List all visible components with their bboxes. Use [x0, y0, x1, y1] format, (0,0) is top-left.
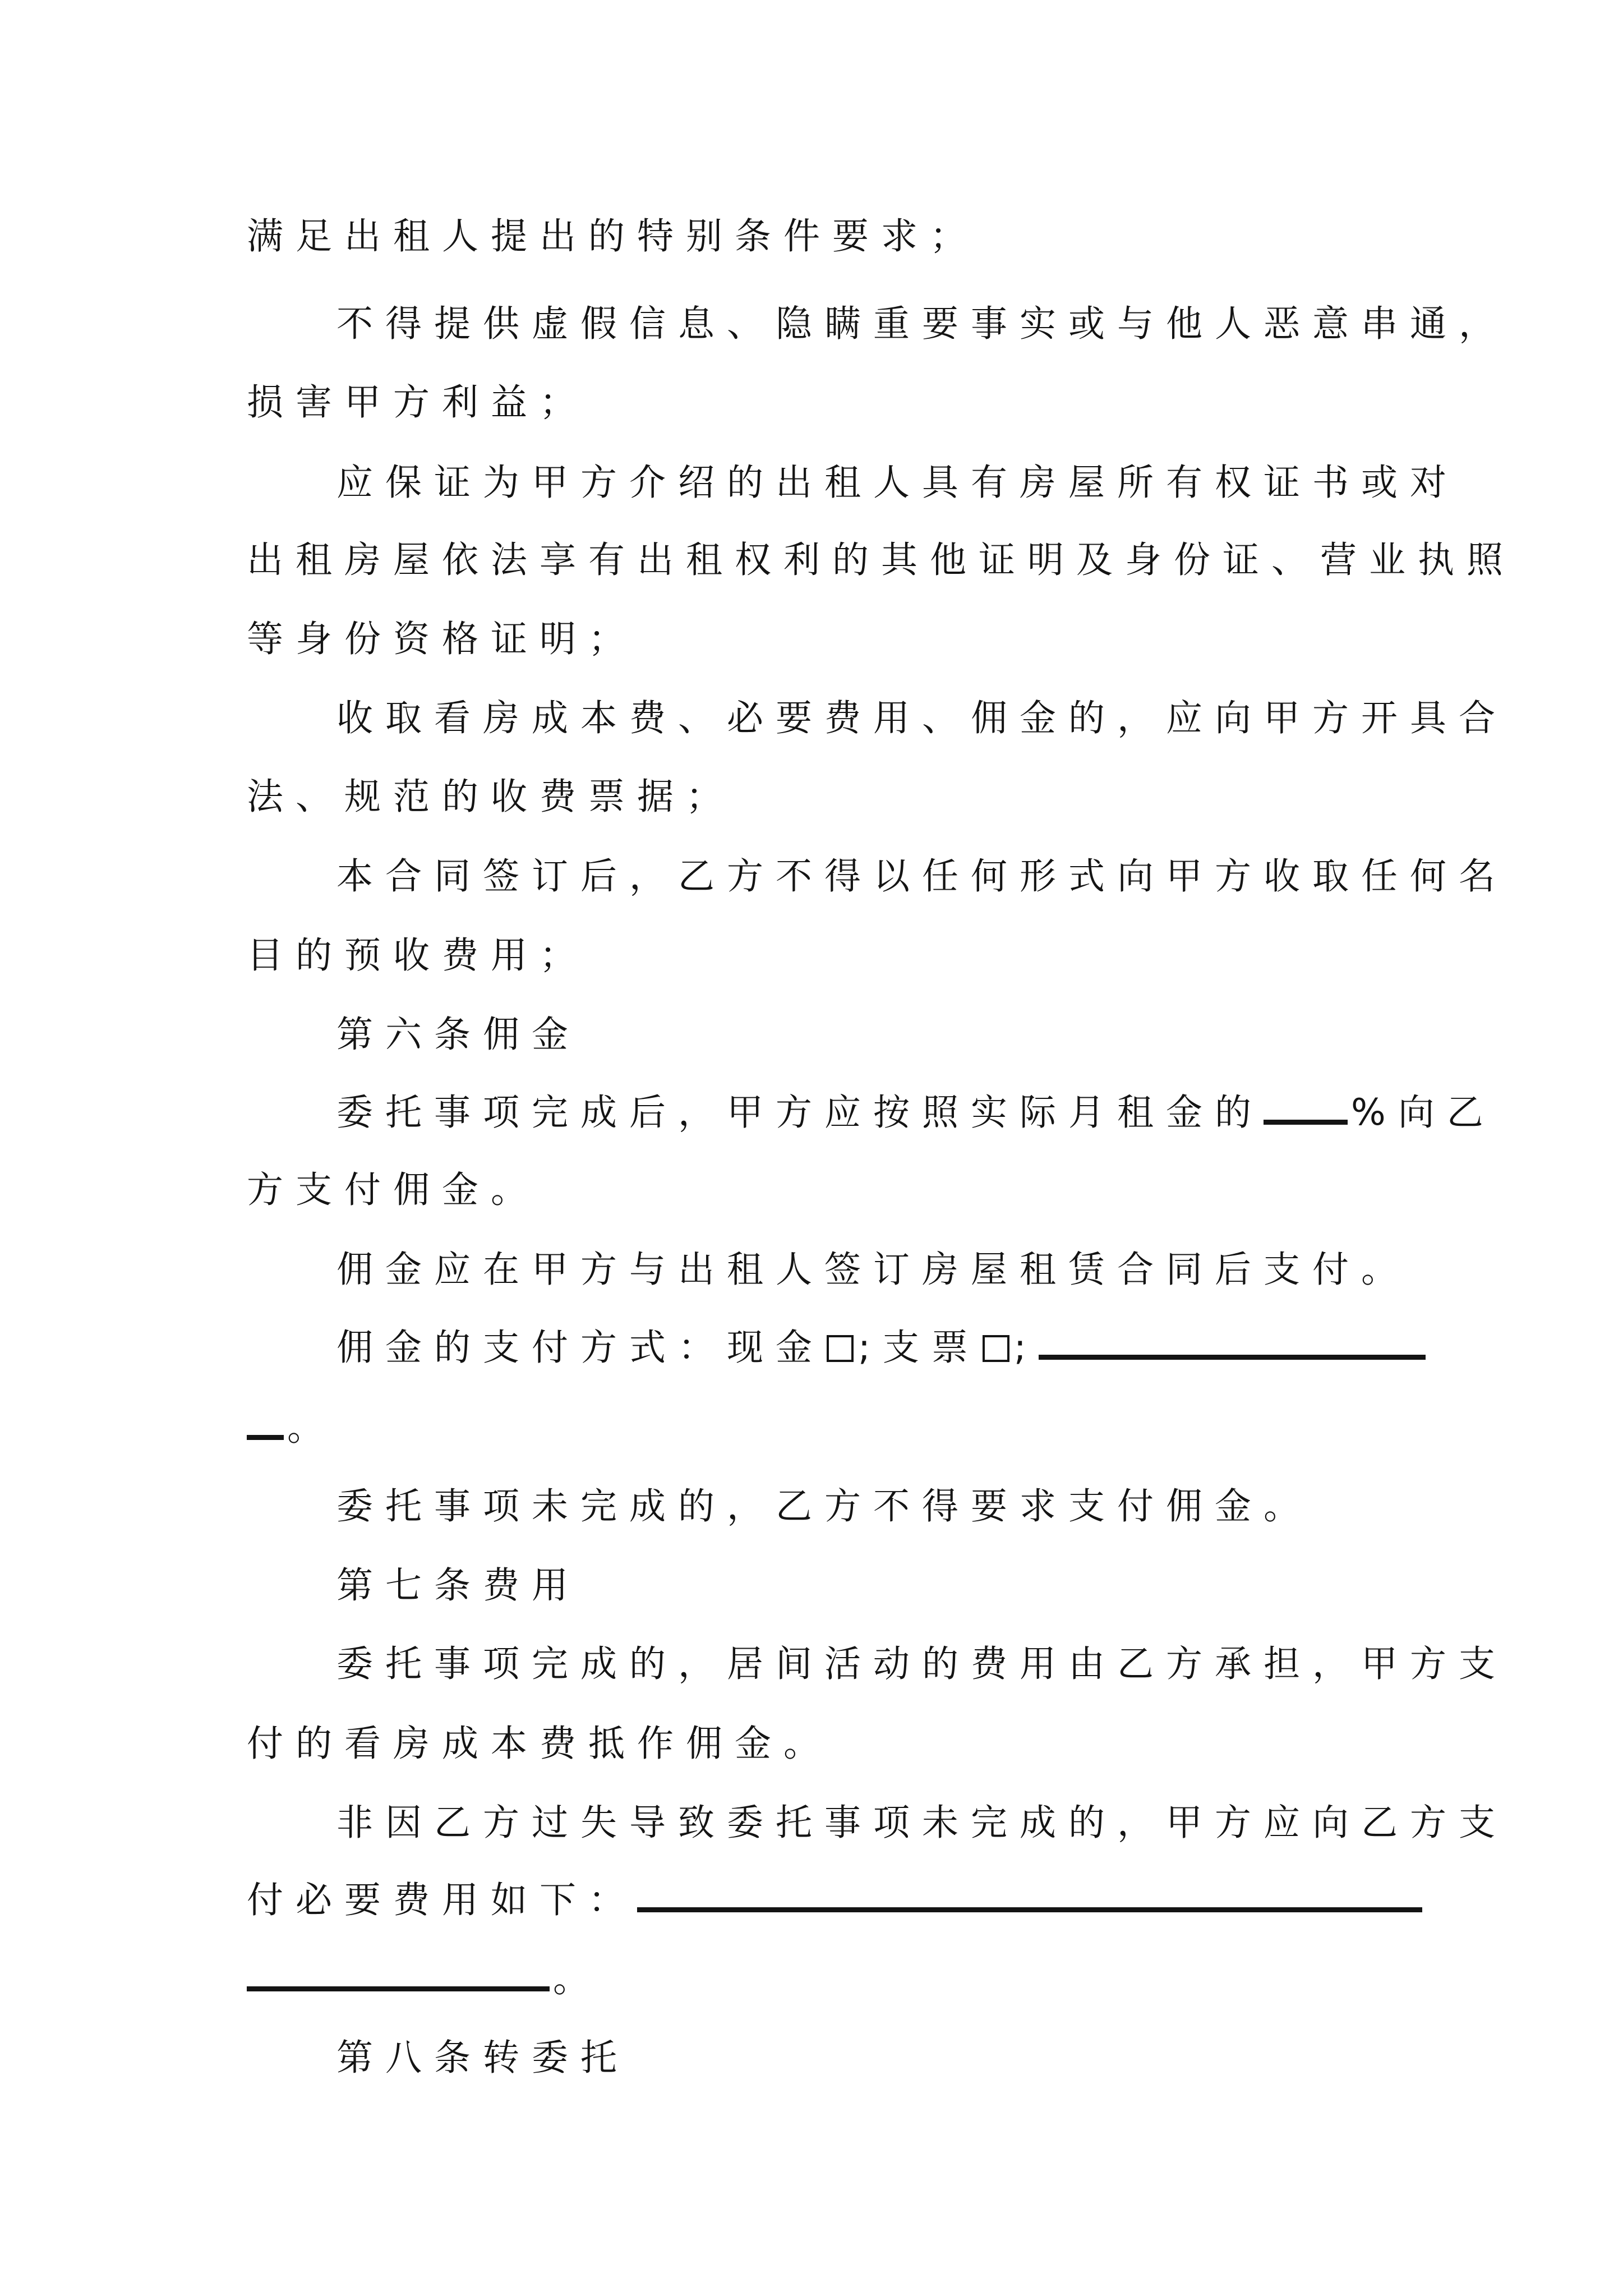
text-span: 委托事项完成后，甲方应按照实际月租金的 — [336, 1092, 1264, 1134]
text-line: 佣金应在甲方与出租人签订房屋租赁合同后支付。 — [336, 1249, 1410, 1291]
text-line: 目的预收费用； — [247, 935, 589, 977]
section-heading: 第七条费用 — [336, 1565, 581, 1607]
payment-method-line-cont — [0, 1389, 1623, 1467]
other-method-blank[interactable] — [1039, 1321, 1426, 1360]
text-line: 付的看房成本费抵作佣金。 — [247, 1723, 833, 1765]
cheque-checkbox[interactable] — [983, 1335, 1009, 1362]
text-line: 应保证为甲方介绍的出租人具有房屋所有权证书或对 — [336, 462, 1459, 504]
text-line: 非因乙方过失导致委托事项未完成的，甲方应向乙方支 — [336, 1802, 1508, 1844]
necessary-fees-blank-cont[interactable] — [247, 1953, 550, 1991]
text-span: 佣金的支付方式：现金 — [336, 1327, 825, 1369]
necessary-fees-blank[interactable] — [637, 1874, 1422, 1912]
commission-rate-line — [0, 1074, 1623, 1152]
section-heading: 第六条佣金 — [336, 1014, 581, 1056]
text-line: 损害甲方利益； — [247, 381, 589, 424]
text-span: 。 — [287, 1407, 336, 1449]
text-line: 法、规范的收费票据； — [247, 776, 735, 818]
text-span: 。 — [553, 1958, 602, 2000]
text-span: ; — [1013, 1327, 1039, 1369]
necessary-fees-line — [0, 1862, 1623, 1939]
text-span: 付必要费用如下： — [247, 1879, 638, 1921]
text-span: ;支票 — [858, 1327, 980, 1369]
cash-checkbox[interactable] — [827, 1335, 854, 1362]
section-heading: 第八条转委托 — [336, 2037, 630, 2079]
other-method-blank-cont[interactable] — [247, 1401, 284, 1440]
text-line: 委托事项完成的，居间活动的费用由乙方承担，甲方支 — [336, 1643, 1508, 1685]
commission-rate-blank[interactable] — [1264, 1086, 1348, 1125]
text-line: 委托事项未完成的，乙方不得要求支付佣金。 — [336, 1485, 1313, 1527]
text-line: 出租房屋依法享有出租权利的其他证明及身份证、营业执照 — [247, 539, 1516, 581]
text-line: 满足出租人提出的特别条件要求； — [247, 215, 979, 257]
necessary-fees-line-cont — [0, 1941, 1623, 2018]
text-line: 等身份资格证明； — [247, 618, 638, 660]
text-line: 不得提供虚假信息、隐瞒重要事实或与他人恶意串通， — [336, 303, 1508, 345]
text-line: 本合同签订后，乙方不得以任何形式向甲方收取任何名 — [336, 855, 1508, 898]
text-line: 方支付佣金。 — [247, 1169, 540, 1211]
payment-method-line — [0, 1309, 1623, 1387]
text-span: %向乙 — [1351, 1092, 1496, 1134]
text-line: 收取看房成本费、必要费用、佣金的，应向甲方开具合 — [336, 697, 1508, 739]
